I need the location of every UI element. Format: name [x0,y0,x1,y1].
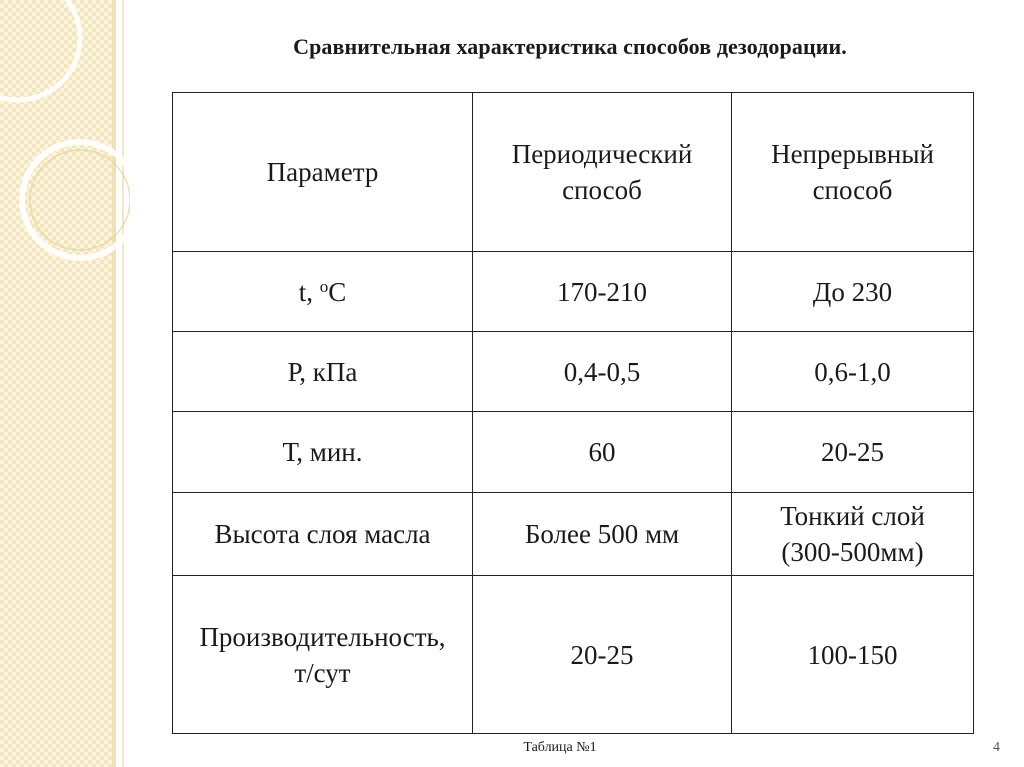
cell-periodic-pressure: 0,4-0,5 [473,332,732,412]
cell-continuous-pressure: 0,6-1,0 [732,332,974,412]
layer-height-line2: (300-500мм) [781,537,924,567]
table-caption: Таблица №1 [523,740,597,755]
header-periodic [473,93,732,252]
productivity-line2: т/сут [294,657,351,688]
cell-param-temperature [173,252,473,332]
cell-periodic-time: 60 [473,412,732,493]
header-continuous [732,93,974,252]
temperature-symbol: t, [298,276,320,307]
table-header-row [173,93,974,252]
slide-title: Сравнительная характеристика способов дезодорации. [293,34,847,59]
cell-continuous-layer-height [732,493,974,576]
table-row-temperature [173,252,974,332]
cell-continuous-time: 20-25 [732,412,974,493]
header-periodic-line1: Периодический [511,139,693,169]
temperature-unit: C [328,276,347,307]
layer-height-line1: Тонкий слой [780,501,925,531]
cell-param-pressure: Р, кПа [173,332,473,412]
cell-continuous-productivity: 100-150 [732,576,974,734]
cell-continuous-temperature: До 230 [732,252,974,332]
header-parameter [173,93,473,252]
degree-sup: o [319,276,329,296]
comparison-table [172,92,974,734]
header-parameter-label: Параметр [266,157,379,187]
cell-periodic-layer-height: Более 500 мм [473,493,732,576]
page-number: 4 [993,740,1000,755]
productivity-line1: Производительность, [199,621,446,652]
table-row-time [173,412,974,493]
cell-periodic-temperature: 170-210 [473,252,732,332]
cell-periodic-productivity: 20-25 [473,576,732,734]
table-row-productivity [173,576,974,734]
decorative-rings-icon [0,0,130,300]
cell-param-layer-height: Высота слоя масла [173,493,473,576]
cell-param-productivity [173,576,473,734]
table-row-layer-height [173,493,974,576]
header-continuous-line1: Непрерывный [771,139,934,169]
cell-param-time: Т, мин. [173,412,473,493]
header-continuous-line2: способ [812,175,893,205]
table-row-pressure [173,332,974,412]
header-periodic-line2: способ [562,175,642,205]
